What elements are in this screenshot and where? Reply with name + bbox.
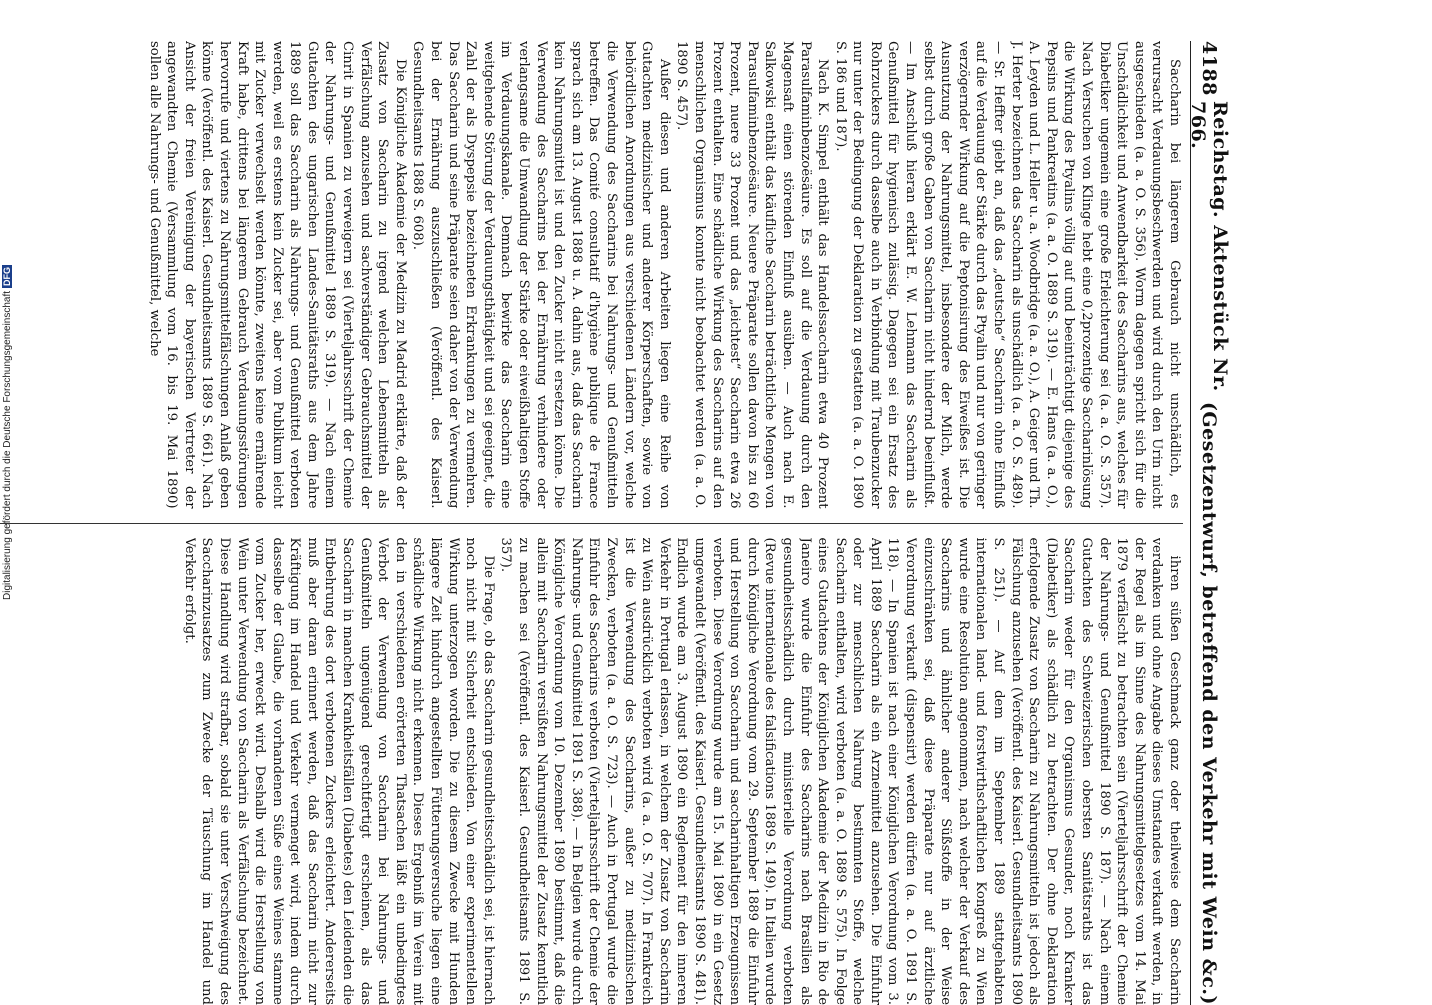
paragraph: Saccharin bei längerem Gebrauch nicht unschädlich, es verursacht Verdauungsbeschwerden und wird durch den Urin nicht ausgeschieden (a. a. O. S. 356). Worm dagegen spricht sich für die Unschädlichkeit und Anwendbarkeit des Saccharins aus, welches für Diabetiker ungemein eine große Erleichterung sei (a. a. O. S. 357). Nach Versuchen von Klinge hebt eine 0,2prozentige Saccharinlösung die Wirkung des Ptyalins völlig auf und beeinträchtigt diejenige des Pepsins und Pankreatins (a. a. O. 1889 S. 319). — E. Hans (a. a. O.), A. Leyden und L. Heller u. a. Woodbridge (a. a. O.), A. Geiger und Th. J. Herter bezeichnen das Saccharin als unschädlich (a. a. O. S. 489). — Sr. Heffter giebt an, daß das „deutsche“ Saccharin ohne Einfluß auf die Verdauung der Stärke durch das Ptyalin und nur von geringer verzögernder Wirkung auf die Peptonisirung des Eiweißes ist. Die Ausnutzung der Nahrungsmittel, insbesondere der Milch, werde selbst durch große Gaben von Saccharin nicht hindernd beeinflußt. — Im Anschluß hieran erklärt E. W. Lehmann das Saccharin als Genußmittel für hygienisch zulässig. Dagegen sei ein Ersatz des Rohrzuckers durch dasselbe auch in Verbindung mit Traubenzucker nur unter der Bedingung der Deklaration zu gestatten (a. a. O. 1890 S. 186 und 187). xyxy=(831,41,1183,509)
page-number: 4188 xyxy=(1198,41,1220,101)
digitization-credit xyxy=(2,265,13,600)
text-columns xyxy=(0,41,1183,1005)
running-header xyxy=(1190,41,1227,1005)
paragraph: Die Frage, ob das Saccharin gesundheitsschädlich sei, ist hiernach noch nicht mit Sicherheit entschieden. Von einer experimentellen Wirkung unterzogen worden. Die zu diesem Zwecke mit Hunden längere Zeit hindurch angestellten Fütterungsversuche liegen eine schädliche Wirkung nicht erkennen. Dieses Ergebniß im Verein mit den in verschiedenen erörterten Thatsachen läßt ein unbedingtes Verbot der Verwendung von Saccharin bei Nahrungs- und Genußmitteln ungenügend gerechtfertigt erscheinen, als das Saccharin in manchen Krankheitsfällen (Diabetes) den Leidenden die Entbehrung des dort verbotenen Zuckers erleichtert. Andererseits muß aber daran erinnert werden, daß das Saccharin nicht zur Kräftigung im Handel und Verkehr vermenget wird, indem durch dasselbe der Glaube, die vorhandenen Süße eines Weines stamme vom Zucker her, erweckt wird. Deshalb wird die Herstellung von Wein unter Verwendung von Saccharin als Verfälschung bezeichnet. Diese Handlung wird strafbar, sobald sie unter Verschweigung des Saccharinzusatzes zum Zwecke der Täuschung im Handel und Verkehr erfolgt. xyxy=(180,538,497,1005)
text-column-left xyxy=(0,41,1183,509)
paragraph: ihren süßen Geschmack ganz oder theilweise dem Saccharin verdanken und ohne Angabe dieses Umstandes verkauft werden, in der Regel als im Sinne des Nahrungsmittelgesetzes vom 14. Mai 1879 verfälscht zu betrachten sein (Vierteljahrsschrift der Chemie der Nahrungs- und Genußmittel 1890 S. 187). — Nach einem Gutachten des Schweizerischen obersten Sanitätsraths ist das Saccharin weder für den Organismus Gesunder, noch Kranker (Diabetiker) als schädlich zu betrachten. Der ohne Deklaration erfolgende Zusatz von Saccharin zu Nahrungsmitteln ist jedoch als Fälschung anzusehen (Veröffentl. des Kaiserl. Gesundheitsamts 1890 S. 251). — Auf dem im September 1889 stattgehabten internationalen land- und forstwirthschaftlichen Kongreß zu Wien wurde eine Resolution angenommen, nach welcher der Verkauf des Saccharins und ähnlicher anderer Süßstoffe in der Weise einzuschränken sei, daß diese Präparate nur auf ärztliche Verordnung verkauft (dispensirt) werden dürfen (a. a. O. 1891 S. 118). — In Spanien ist nach einer Königlichen Verordnung vom 3. April 1889 Saccharin als ein Arzneimittel anzusehen. Die Einfuhr oder zur menschlichen Nahrung bestimmten Stoffe, welche Saccharin enthalten, wird verboten (a. a. O. 1889 S. 575). In Folge eines Gutachtens der Königlichen Akademie der Medizin in Rio de Janeiro wurde die Einfuhr des Saccharins nach Brasilien als gesundheitsschädlich durch ministerielle Verordnung verboten (Revue internationale des falsifications 1889 S. 149). In Italien wurde durch Königliche Verordnung vom 29. September 1889 die Einfuhr und Herstellung von Saccharin und saccharinhaltigen Erzeugnissen verboten. Diese Verordnung wurde am 15. Mai 1890 in ein Gesetz umgewandelt (Veröffentl. des Kaiserl. Gesundheitsamts 1890 S. 481). Endlich wurde am 3. August 1890 ein Reglement für den inneren Verkehr in Portugal erlassen, in welchem der Zusatz von Saccharin zu Wein ausdrücklich verboten wird (a. a. O. S. 707). In Frankreich ist die Verwendung des Saccharins, außer zu medizinischen Zwecken, verboten (a. a. O. S. 723). — Auch in Portugal wurde die Einfuhr des Saccharins verboten (Vierteljahrsschrift der Chemie der Nahrungs- und Genußmittel 1891 S. 388). — In Belgien wurde durch Königliche Verordnung vom 10. Dezember 1890 bestimmt, daß die allein mit Saccharin versüßten Nahrungsmittel der Zusatz kenntlich zu machen sei (Veröffentl. des Kaiserl. Gesundheitsamts 1891 S. 357). xyxy=(497,538,1183,1005)
credit-text: Digitalisierung gefördert durch die Deutsche Forschungsgemeinschaft xyxy=(2,291,13,600)
paragraph: Die Königliche Akademie der Medizin zu Madrid erklärte, daß der Zusatz von Saccharin zu irgend welchen Lebensmitteln als Verfälschung anzusehen und sachverständiger Gebrauchsmittel der Cinrit in Spanien zu verweigern sei (Vierteljahrsschrift der Chemie der Nahrungs- und Genußmittel 1889 S. 319). — Nach einem Gutachten des ungarischen Landes-Sanitätsraths aus dem Jahre 1889 soll das Saccharin als Nahrungs- und Genußmittel verboten werden, weil es erstens kein Zucker sei, aber vom Publikum leicht mit Zucker verwechselt werden könnte, zweitens keine ernährende Kraft habe, drittens bei längerem Gebrauch Verdauungsstörungen hervorrufe und viertens zu Nahrungsmittelfälschungen Anlaß geben könne (Veröffentl. des Kaiserl. Gesundheitsamts 1889 S. 661). Nach Ansicht der freien Vereinigung der bayerischen Vertreter der angewandten Chemie (Versammlung vom 16. bis 19. Mai 1890) sollen alle Nahrungs- und Genußmittel, welche xyxy=(145,41,409,509)
column-divider xyxy=(0,523,1183,524)
running-title: Reichstag. Aktenstück Nr. 766. xyxy=(1187,101,1231,402)
text-column-right xyxy=(0,538,1183,1005)
document-page xyxy=(0,41,1227,1005)
dfg-logo: DFG xyxy=(2,265,12,288)
paragraph: Außer diesen und anderen Arbeiten liegen eine Reihe von Gutachten medizinischer und anderer Körperschaften, sowie von behördlichen Anordnungen aus verschiedenen Ländern vor, welche die Verwendung des Saccharins bei Nahrungs- und Genußmitteln betreffen. Das Comité consultatif d'hygiène publique de France sprach sich am 13. August 1888 u. A. dahin aus, daß das Saccharin kein Nahrungsmittel ist und den Zucker nicht ersetzen könne. Die Verwendung des Saccharins bei der Ernährung verhindere oder verlangsame die Umwandlung der Stärke oder eiweißhaltigen Stoffe im Verdauungskanale. Demnach bewirke das Saccharin eine weitgehende Störung der Verdauungsthätigkeit und sei geeignet, die Zahl der als Dyspepsie bezeichneten Erkrankungen zu vermehren. Das Saccharin und seine Präparate seien daher von der Verwendung bei der Ernährung auszuschließen (Veröffentl. des Kaiserl. Gesundheitsamts 1888 S. 608). xyxy=(409,41,673,509)
paragraph: Nach K. Simpel enthält das Handelssaccharin etwa 40 Prozent Parasulfaminbenzoësäure. Es soll auf die Verdauung durch den Magensaft einen störenden Einfluß ausüben. — Auch nach E. Salkowski enthält das käufliche Saccharin beträchtliche Mengen von Parasulfaminbenzoësäure. Neuere Präparate sollen davon bis zu 60 Prozent, nuere 33 Prozent und das „leichtest“ Saccharin etwa 26 Prozent enthalten. Eine schädliche Wirkung des Saccharins auf den menschlichen Organismus konnte nicht beobachtet werden (a. a. O. 1890 S. 457). xyxy=(673,41,831,509)
running-subtitle: (Gesetzentwurf, betreffend den Verkehr mit Wein &c.) xyxy=(1198,402,1220,1005)
